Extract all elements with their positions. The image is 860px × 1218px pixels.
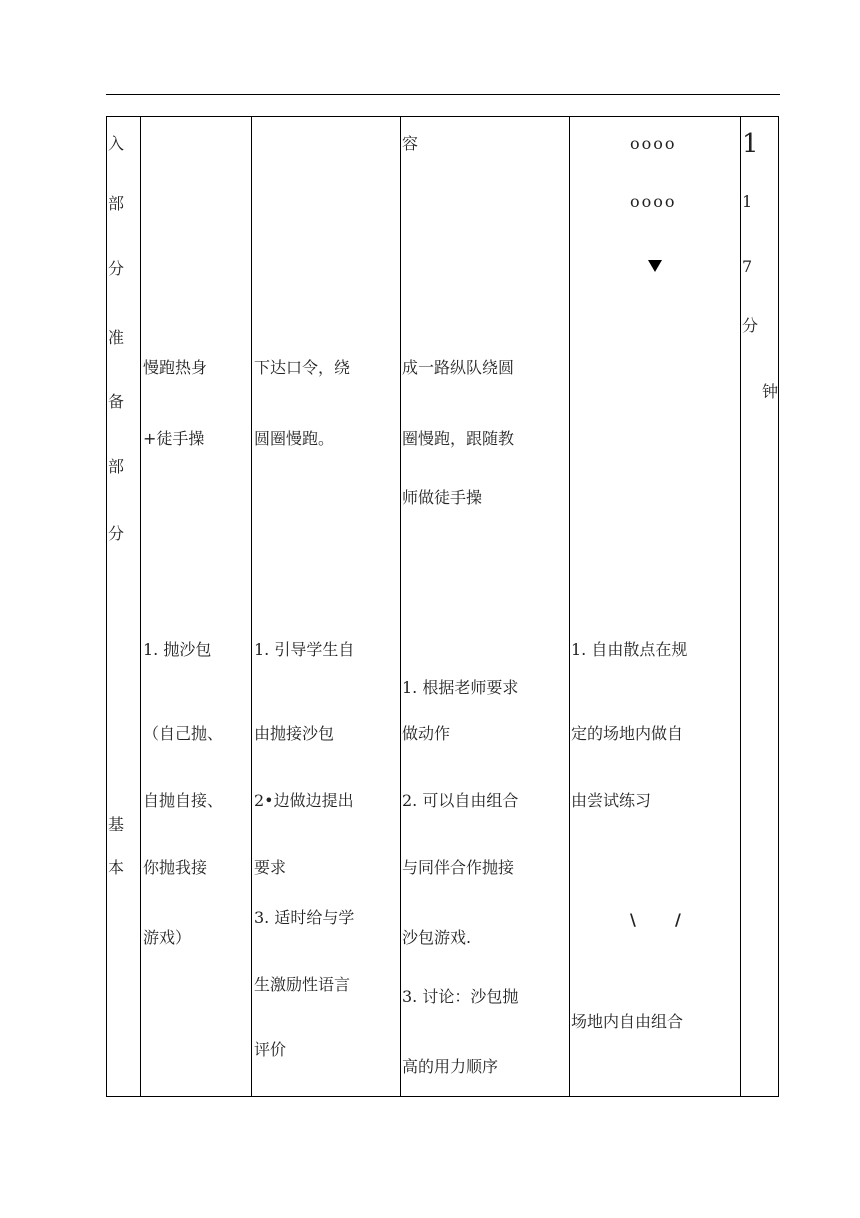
section-label-char: 部 xyxy=(108,194,125,213)
backslash-mark-icon: \ xyxy=(630,910,636,929)
organization-main-line: 定的场地内做自 xyxy=(571,724,684,743)
student-warmup-line: 成一路纵队绕圆 xyxy=(402,358,515,377)
teacher-warmup-line: 圆圈慢跑。 xyxy=(254,429,335,448)
teacher-main-line: 1. 引导学生自 xyxy=(254,640,355,659)
section-label-char: 入 xyxy=(108,134,125,153)
student-warmup-line: 圈慢跑，跟随教 xyxy=(402,429,515,448)
teacher-main-line: 评价 xyxy=(254,1040,287,1059)
content-main-line: 游戏） xyxy=(143,928,192,947)
teacher-position-triangle-icon xyxy=(648,260,662,272)
column-divider xyxy=(140,117,141,1096)
content-warmup-line: +徒手操 xyxy=(143,429,205,448)
student-main-line: 沙包游戏. xyxy=(402,928,472,947)
organization-main-line: 1. 自由散点在规 xyxy=(571,640,688,659)
slash-mark-icon: / xyxy=(675,910,681,929)
student-main-line: 3. 讨论：沙包抛 xyxy=(402,987,519,1006)
time-char: 分 xyxy=(742,316,759,335)
column-divider xyxy=(400,117,401,1096)
time-char: 7 xyxy=(742,257,753,276)
lesson-plan-table xyxy=(106,116,779,1097)
content-main-line: 你抛我接 xyxy=(143,858,208,877)
organization-main-line: 由尝试练习 xyxy=(571,791,652,810)
header-rule xyxy=(106,94,780,95)
teacher-main-line: 生激励性语言 xyxy=(254,975,351,994)
teacher-main-line: 3. 适时给与学 xyxy=(254,908,355,927)
section-label-char: 本 xyxy=(108,858,125,877)
time-big-digit: 1 xyxy=(742,129,759,159)
student-main-line: 高的用力顺序 xyxy=(402,1057,499,1076)
section-label-char: 基 xyxy=(108,815,125,834)
teacher-main-line: 2•边做边提出 xyxy=(254,791,354,810)
content-main-line: （自己抛、 xyxy=(143,724,224,743)
content-warmup-line: 慢跑热身 xyxy=(143,358,208,377)
section-label-char: 备 xyxy=(108,392,125,411)
student-warmup-line: 师做徒手操 xyxy=(402,488,483,507)
section-label-char: 分 xyxy=(108,259,125,278)
organization-bottom-line: 场地内自由组合 xyxy=(571,1012,684,1031)
formation-row: oooo xyxy=(630,192,677,211)
section-label-char: 分 xyxy=(108,524,125,543)
column-divider xyxy=(569,117,570,1096)
section-label-char: 部 xyxy=(108,457,125,476)
student-main-line: 2. 可以自由组合 xyxy=(402,791,519,810)
student-main-line: 与同伴合作抛接 xyxy=(402,858,515,877)
column-divider xyxy=(251,117,252,1096)
teacher-main-line: 要求 xyxy=(254,858,287,877)
time-char: 钟 xyxy=(762,382,779,401)
formation-row: oooo xyxy=(630,134,677,153)
content-main-line: 1. 抛沙包 xyxy=(143,640,212,659)
student-main-line: 做动作 xyxy=(402,724,451,743)
student-main-line: 1. 根据老师要求 xyxy=(402,678,519,697)
time-char: 1 xyxy=(742,192,753,211)
column-divider xyxy=(740,117,741,1096)
student-top-char: 容 xyxy=(402,134,419,153)
content-main-line: 自抛自接、 xyxy=(143,791,224,810)
teacher-warmup-line: 下达口令，绕 xyxy=(254,358,351,377)
section-label-char: 准 xyxy=(108,328,125,347)
teacher-main-line: 由抛接沙包 xyxy=(254,724,335,743)
